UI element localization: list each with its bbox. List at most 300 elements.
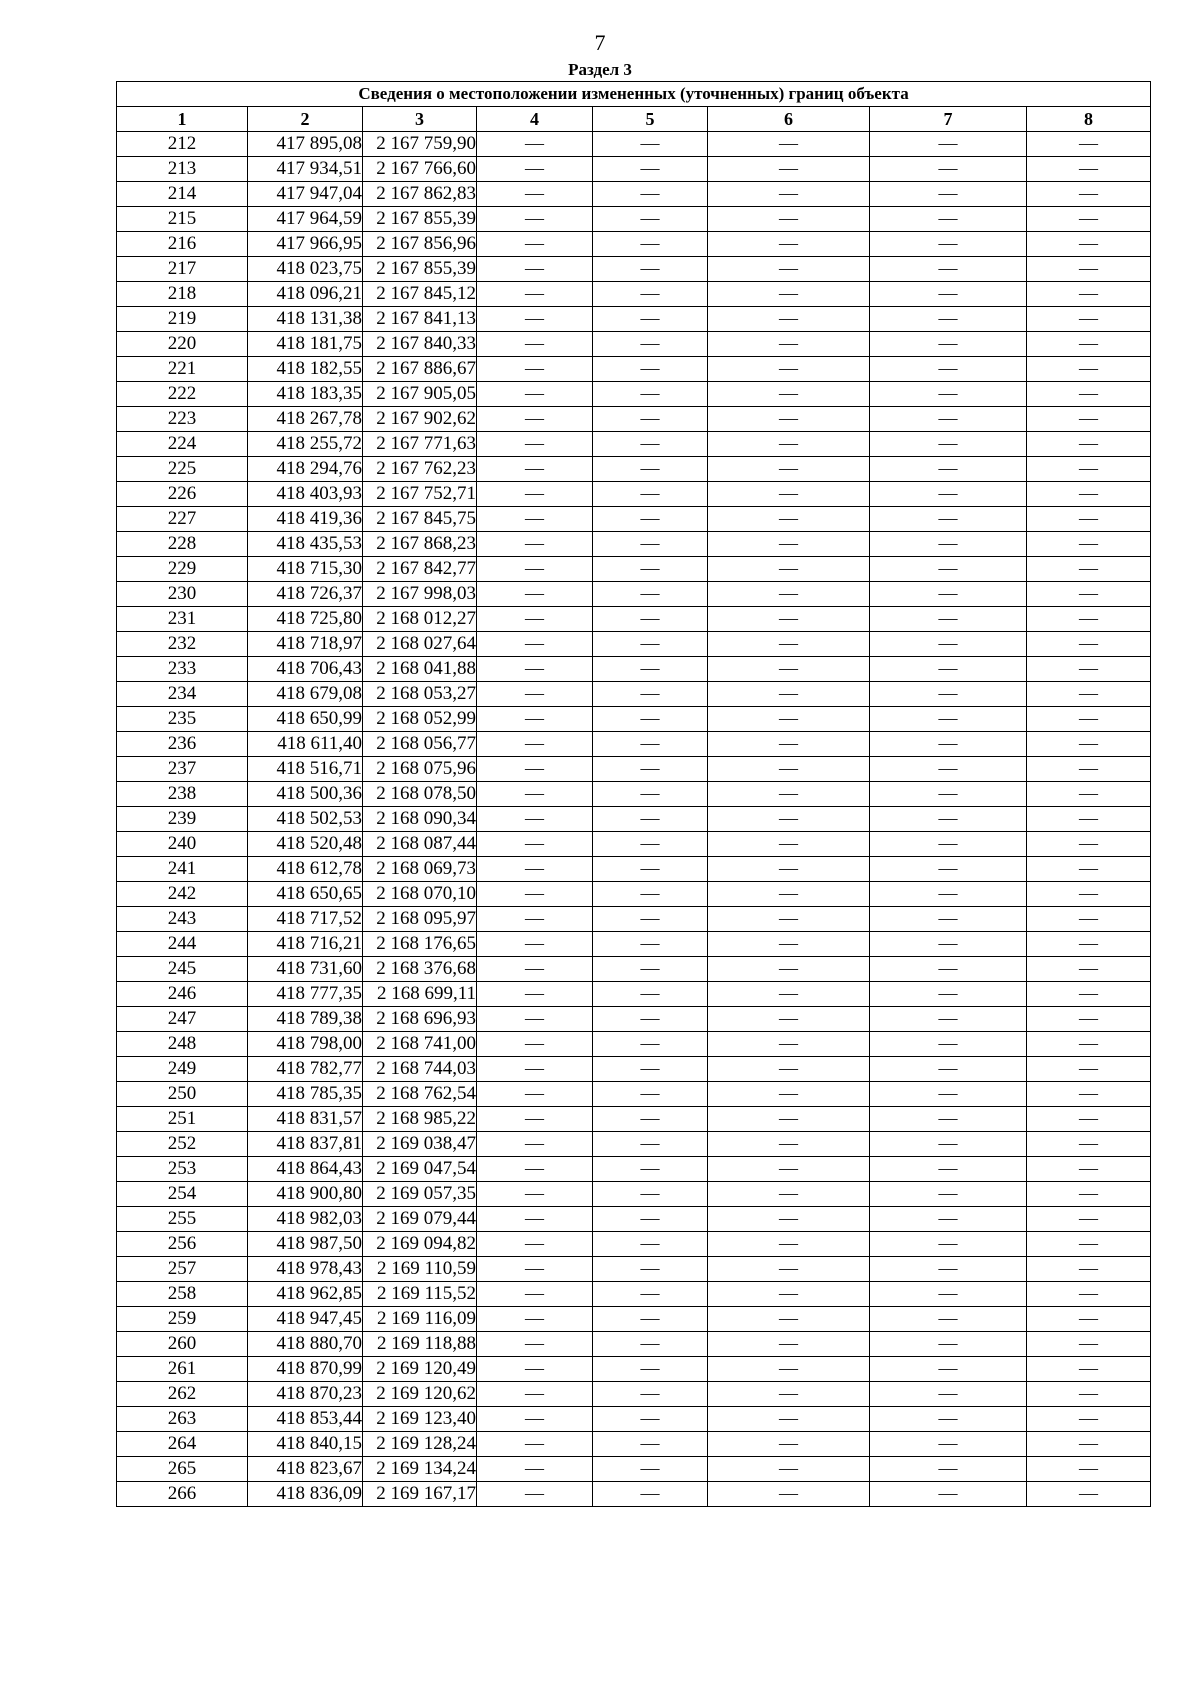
empty-cell: — — [708, 407, 870, 432]
empty-cell: — — [1027, 382, 1151, 407]
empty-cell: — — [870, 907, 1027, 932]
point-number: 260 — [117, 1332, 248, 1357]
coordinate-y: 2 167 752,71 — [363, 482, 477, 507]
coordinate-x: 418 962,85 — [248, 1282, 363, 1307]
empty-cell: — — [477, 282, 593, 307]
coordinate-y: 2 167 766,60 — [363, 157, 477, 182]
coordinate-x: 418 718,97 — [248, 632, 363, 657]
table-row — [117, 1082, 1151, 1107]
empty-cell: — — [870, 482, 1027, 507]
empty-cell: — — [708, 732, 870, 757]
empty-cell: — — [477, 957, 593, 982]
empty-cell: — — [708, 532, 870, 557]
empty-cell: — — [477, 1007, 593, 1032]
empty-cell: — — [870, 982, 1027, 1007]
coordinate-x: 418 131,38 — [248, 307, 363, 332]
point-number: 265 — [117, 1457, 248, 1482]
empty-cell: — — [1027, 1282, 1151, 1307]
coordinate-y: 2 167 998,03 — [363, 582, 477, 607]
empty-cell: — — [708, 807, 870, 832]
empty-cell: — — [708, 632, 870, 657]
coordinate-y: 2 169 094,82 — [363, 1232, 477, 1257]
empty-cell: — — [593, 807, 708, 832]
point-number: 244 — [117, 932, 248, 957]
point-number: 261 — [117, 1357, 248, 1382]
point-number: 249 — [117, 1057, 248, 1082]
empty-cell: — — [1027, 857, 1151, 882]
empty-cell: — — [477, 632, 593, 657]
empty-cell: — — [477, 1332, 593, 1357]
empty-cell: — — [477, 432, 593, 457]
empty-cell: — — [870, 1182, 1027, 1207]
coordinate-y: 2 168 053,27 — [363, 682, 477, 707]
empty-cell: — — [477, 482, 593, 507]
coordinate-x: 418 516,71 — [248, 757, 363, 782]
empty-cell: — — [870, 207, 1027, 232]
empty-cell: — — [870, 1157, 1027, 1182]
empty-cell: — — [593, 1482, 708, 1507]
empty-cell: — — [593, 557, 708, 582]
empty-cell: — — [1027, 1432, 1151, 1457]
empty-cell: — — [870, 1232, 1027, 1257]
coordinate-x: 418 789,38 — [248, 1007, 363, 1032]
coordinate-x: 418 837,81 — [248, 1132, 363, 1157]
coordinate-x: 418 612,78 — [248, 857, 363, 882]
point-number: 258 — [117, 1282, 248, 1307]
coordinate-x: 418 726,37 — [248, 582, 363, 607]
empty-cell: — — [870, 682, 1027, 707]
empty-cell: — — [593, 1007, 708, 1032]
empty-cell: — — [870, 432, 1027, 457]
column-number: 4 — [477, 107, 593, 132]
coordinate-x: 418 840,15 — [248, 1432, 363, 1457]
table-row — [117, 257, 1151, 282]
empty-cell: — — [1027, 982, 1151, 1007]
coordinate-y: 2 167 855,39 — [363, 207, 477, 232]
empty-cell: — — [1027, 1057, 1151, 1082]
empty-cell: — — [708, 1482, 870, 1507]
column-number: 7 — [870, 107, 1027, 132]
empty-cell: — — [593, 882, 708, 907]
coordinate-x: 418 725,80 — [248, 607, 363, 632]
empty-cell: — — [1027, 957, 1151, 982]
empty-cell: — — [593, 907, 708, 932]
coordinate-y: 2 167 862,83 — [363, 182, 477, 207]
empty-cell: — — [477, 857, 593, 882]
table-row — [117, 1307, 1151, 1332]
table-caption: Сведения о местоположении измененных (уточненных) границ объекта — [117, 82, 1151, 107]
coordinate-y: 2 168 744,03 — [363, 1057, 477, 1082]
coordinate-x: 418 650,65 — [248, 882, 363, 907]
empty-cell: — — [870, 1107, 1027, 1132]
coordinate-x: 418 836,09 — [248, 1482, 363, 1507]
point-number: 226 — [117, 482, 248, 507]
table-row — [117, 1432, 1151, 1457]
empty-cell: — — [870, 382, 1027, 407]
coordinate-x: 418 435,53 — [248, 532, 363, 557]
coordinate-x: 417 934,51 — [248, 157, 363, 182]
table-row — [117, 382, 1151, 407]
coordinate-y: 2 167 840,33 — [363, 332, 477, 357]
empty-cell: — — [870, 707, 1027, 732]
empty-cell: — — [870, 1407, 1027, 1432]
empty-cell: — — [1027, 782, 1151, 807]
empty-cell: — — [870, 1082, 1027, 1107]
empty-cell: — — [1027, 1032, 1151, 1057]
coordinate-y: 2 167 771,63 — [363, 432, 477, 457]
coordinate-x: 418 403,93 — [248, 482, 363, 507]
empty-cell: — — [870, 1382, 1027, 1407]
empty-cell: — — [477, 457, 593, 482]
table-row — [117, 1332, 1151, 1357]
empty-cell: — — [477, 1232, 593, 1257]
coordinate-x: 418 650,99 — [248, 707, 363, 732]
empty-cell: — — [708, 307, 870, 332]
coordinate-y: 2 168 078,50 — [363, 782, 477, 807]
empty-cell: — — [870, 307, 1027, 332]
coordinate-y: 2 168 087,44 — [363, 832, 477, 857]
empty-cell: — — [870, 657, 1027, 682]
empty-cell: — — [1027, 732, 1151, 757]
empty-cell: — — [593, 957, 708, 982]
coordinate-x: 418 880,70 — [248, 1332, 363, 1357]
empty-cell: — — [593, 1207, 708, 1232]
empty-cell: — — [593, 632, 708, 657]
empty-cell: — — [477, 682, 593, 707]
table-row — [117, 332, 1151, 357]
empty-cell: — — [870, 807, 1027, 832]
coordinate-x: 418 715,30 — [248, 557, 363, 582]
empty-cell: — — [593, 207, 708, 232]
empty-cell: — — [1027, 632, 1151, 657]
empty-cell: — — [477, 582, 593, 607]
empty-cell: — — [870, 1432, 1027, 1457]
coordinate-y: 2 168 052,99 — [363, 707, 477, 732]
empty-cell: — — [1027, 882, 1151, 907]
empty-cell: — — [1027, 807, 1151, 832]
table-row — [117, 307, 1151, 332]
empty-cell: — — [870, 157, 1027, 182]
empty-cell: — — [477, 1207, 593, 1232]
empty-cell: — — [477, 907, 593, 932]
column-number: 5 — [593, 107, 708, 132]
column-number-row — [117, 107, 1151, 132]
table-row — [117, 782, 1151, 807]
empty-cell: — — [477, 1307, 593, 1332]
empty-cell: — — [1027, 157, 1151, 182]
empty-cell: — — [1027, 1207, 1151, 1232]
empty-cell: — — [593, 582, 708, 607]
table-row — [117, 807, 1151, 832]
point-number: 251 — [117, 1107, 248, 1132]
empty-cell: — — [477, 807, 593, 832]
empty-cell: — — [593, 1032, 708, 1057]
coordinate-x: 418 294,76 — [248, 457, 363, 482]
coordinate-x: 418 267,78 — [248, 407, 363, 432]
empty-cell: — — [593, 682, 708, 707]
coordinate-y: 2 167 845,75 — [363, 507, 477, 532]
empty-cell: — — [477, 707, 593, 732]
empty-cell: — — [708, 757, 870, 782]
empty-cell: — — [708, 1332, 870, 1357]
point-number: 235 — [117, 707, 248, 732]
empty-cell: — — [870, 1282, 1027, 1307]
empty-cell: — — [477, 1132, 593, 1157]
table-row — [117, 882, 1151, 907]
empty-cell: — — [708, 682, 870, 707]
point-number: 231 — [117, 607, 248, 632]
empty-cell: — — [593, 1082, 708, 1107]
table-row — [117, 1057, 1151, 1082]
empty-cell: — — [870, 1032, 1027, 1057]
coordinate-y: 2 167 759,90 — [363, 132, 477, 157]
coordinate-x: 417 964,59 — [248, 207, 363, 232]
empty-cell: — — [1027, 1082, 1151, 1107]
empty-cell: — — [593, 307, 708, 332]
column-number: 6 — [708, 107, 870, 132]
empty-cell: — — [870, 1332, 1027, 1357]
empty-cell: — — [870, 1307, 1027, 1332]
coordinate-y: 2 169 120,62 — [363, 1382, 477, 1407]
empty-cell: — — [870, 1357, 1027, 1382]
table-row — [117, 532, 1151, 557]
table-row — [117, 557, 1151, 582]
coordinate-x: 418 419,36 — [248, 507, 363, 532]
point-number: 266 — [117, 1482, 248, 1507]
empty-cell: — — [708, 1457, 870, 1482]
point-number: 227 — [117, 507, 248, 532]
empty-cell: — — [1027, 1182, 1151, 1207]
table-row — [117, 232, 1151, 257]
empty-cell: — — [593, 382, 708, 407]
coordinate-y: 2 168 696,93 — [363, 1007, 477, 1032]
empty-cell: — — [870, 507, 1027, 532]
empty-cell: — — [708, 1382, 870, 1407]
column-number: 1 — [117, 107, 248, 132]
empty-cell: — — [870, 1132, 1027, 1157]
coordinate-y: 2 168 699,11 — [363, 982, 477, 1007]
empty-cell: — — [870, 1482, 1027, 1507]
point-number: 228 — [117, 532, 248, 557]
empty-cell: — — [708, 1232, 870, 1257]
empty-cell: — — [1027, 507, 1151, 532]
empty-cell: — — [708, 832, 870, 857]
empty-cell: — — [708, 907, 870, 932]
table-row — [117, 607, 1151, 632]
column-number: 2 — [248, 107, 363, 132]
table-row — [117, 1157, 1151, 1182]
empty-cell: — — [593, 1382, 708, 1407]
coordinate-y: 2 167 841,13 — [363, 307, 477, 332]
empty-cell: — — [708, 1282, 870, 1307]
coordinate-x: 418 096,21 — [248, 282, 363, 307]
empty-cell: — — [1027, 182, 1151, 207]
empty-cell: — — [870, 257, 1027, 282]
empty-cell: — — [477, 157, 593, 182]
empty-cell: — — [870, 632, 1027, 657]
empty-cell: — — [1027, 307, 1151, 332]
empty-cell: — — [1027, 1307, 1151, 1332]
table-row — [117, 407, 1151, 432]
empty-cell: — — [1027, 1232, 1151, 1257]
empty-cell: — — [708, 557, 870, 582]
empty-cell: — — [593, 607, 708, 632]
point-number: 230 — [117, 582, 248, 607]
point-number: 232 — [117, 632, 248, 657]
boundary-coordinates-table — [116, 81, 1151, 1507]
empty-cell: — — [593, 182, 708, 207]
empty-cell: — — [593, 782, 708, 807]
point-number: 216 — [117, 232, 248, 257]
point-number: 219 — [117, 307, 248, 332]
empty-cell: — — [477, 182, 593, 207]
table-row — [117, 357, 1151, 382]
coordinate-x: 418 706,43 — [248, 657, 363, 682]
empty-cell: — — [1027, 232, 1151, 257]
empty-cell: — — [1027, 207, 1151, 232]
empty-cell: — — [708, 482, 870, 507]
coordinate-y: 2 167 868,23 — [363, 532, 477, 557]
coordinate-x: 418 982,03 — [248, 1207, 363, 1232]
table-row — [117, 632, 1151, 657]
empty-cell: — — [1027, 832, 1151, 857]
empty-cell: — — [477, 1032, 593, 1057]
empty-cell: — — [477, 507, 593, 532]
empty-cell: — — [477, 757, 593, 782]
empty-cell: — — [1027, 607, 1151, 632]
empty-cell: — — [1027, 657, 1151, 682]
page-number: 7 — [594, 30, 606, 55]
coordinate-y: 2 167 902,62 — [363, 407, 477, 432]
empty-cell: — — [870, 332, 1027, 357]
coordinate-y: 2 169 115,52 — [363, 1282, 477, 1307]
empty-cell: — — [1027, 1382, 1151, 1407]
point-number: 220 — [117, 332, 248, 357]
point-number: 243 — [117, 907, 248, 932]
point-number: 233 — [117, 657, 248, 682]
empty-cell: — — [477, 557, 593, 582]
table-row — [117, 582, 1151, 607]
point-number: 245 — [117, 957, 248, 982]
table-row — [117, 657, 1151, 682]
coordinate-x: 418 785,35 — [248, 1082, 363, 1107]
empty-cell: — — [708, 1107, 870, 1132]
empty-cell: — — [870, 357, 1027, 382]
table-row — [117, 507, 1151, 532]
empty-cell: — — [1027, 1357, 1151, 1382]
empty-cell: — — [593, 1332, 708, 1357]
coordinate-x: 418 900,80 — [248, 1182, 363, 1207]
empty-cell: — — [593, 157, 708, 182]
empty-cell: — — [593, 232, 708, 257]
point-number: 247 — [117, 1007, 248, 1032]
empty-cell: — — [1027, 1007, 1151, 1032]
empty-cell: — — [593, 1107, 708, 1132]
empty-cell: — — [593, 1357, 708, 1382]
empty-cell: — — [1027, 1257, 1151, 1282]
empty-cell: — — [593, 1432, 708, 1457]
empty-cell: — — [708, 182, 870, 207]
empty-cell: — — [477, 1257, 593, 1282]
table-row — [117, 832, 1151, 857]
empty-cell: — — [708, 207, 870, 232]
coordinate-y: 2 169 057,35 — [363, 1182, 477, 1207]
empty-cell: — — [870, 757, 1027, 782]
coordinate-x: 417 966,95 — [248, 232, 363, 257]
table-row — [117, 1007, 1151, 1032]
point-number: 229 — [117, 557, 248, 582]
empty-cell: — — [708, 1157, 870, 1182]
table-row — [117, 707, 1151, 732]
coordinate-y: 2 168 985,22 — [363, 1107, 477, 1132]
coordinate-x: 418 731,60 — [248, 957, 363, 982]
empty-cell: — — [593, 1407, 708, 1432]
point-number: 242 — [117, 882, 248, 907]
empty-cell: — — [1027, 1407, 1151, 1432]
point-number: 257 — [117, 1257, 248, 1282]
coordinate-y: 2 167 842,77 — [363, 557, 477, 582]
empty-cell: — — [1027, 582, 1151, 607]
coordinate-x: 418 947,45 — [248, 1307, 363, 1332]
empty-cell: — — [870, 1057, 1027, 1082]
coordinate-y: 2 168 176,65 — [363, 932, 477, 957]
empty-cell: — — [593, 932, 708, 957]
coordinate-x: 418 870,99 — [248, 1357, 363, 1382]
empty-cell: — — [477, 1482, 593, 1507]
table-row — [117, 132, 1151, 157]
point-number: 252 — [117, 1132, 248, 1157]
section-title: Раздел 3 — [568, 60, 632, 79]
point-number: 236 — [117, 732, 248, 757]
empty-cell: — — [477, 1457, 593, 1482]
point-number: 215 — [117, 207, 248, 232]
table-row — [117, 1457, 1151, 1482]
empty-cell: — — [870, 832, 1027, 857]
table-row — [117, 282, 1151, 307]
empty-cell: — — [870, 1257, 1027, 1282]
point-number: 256 — [117, 1232, 248, 1257]
coordinate-x: 418 782,77 — [248, 1057, 363, 1082]
empty-cell: — — [708, 582, 870, 607]
point-number: 253 — [117, 1157, 248, 1182]
point-number: 264 — [117, 1432, 248, 1457]
point-number: 213 — [117, 157, 248, 182]
table-row — [117, 1032, 1151, 1057]
table-row — [117, 982, 1151, 1007]
empty-cell: — — [708, 282, 870, 307]
table-row — [117, 1257, 1151, 1282]
coordinate-y: 2 169 120,49 — [363, 1357, 477, 1382]
empty-cell: — — [477, 607, 593, 632]
empty-cell: — — [708, 607, 870, 632]
empty-cell: — — [477, 732, 593, 757]
empty-cell: — — [477, 407, 593, 432]
empty-cell: — — [593, 332, 708, 357]
empty-cell: — — [593, 1157, 708, 1182]
empty-cell: — — [593, 507, 708, 532]
coordinate-y: 2 167 905,05 — [363, 382, 477, 407]
point-number: 263 — [117, 1407, 248, 1432]
empty-cell: — — [708, 782, 870, 807]
empty-cell: — — [593, 1457, 708, 1482]
coordinate-y: 2 168 376,68 — [363, 957, 477, 982]
coordinate-y: 2 168 041,88 — [363, 657, 477, 682]
empty-cell: — — [870, 582, 1027, 607]
empty-cell: — — [708, 1407, 870, 1432]
empty-cell: — — [708, 1357, 870, 1382]
table-row — [117, 1232, 1151, 1257]
point-number: 214 — [117, 182, 248, 207]
